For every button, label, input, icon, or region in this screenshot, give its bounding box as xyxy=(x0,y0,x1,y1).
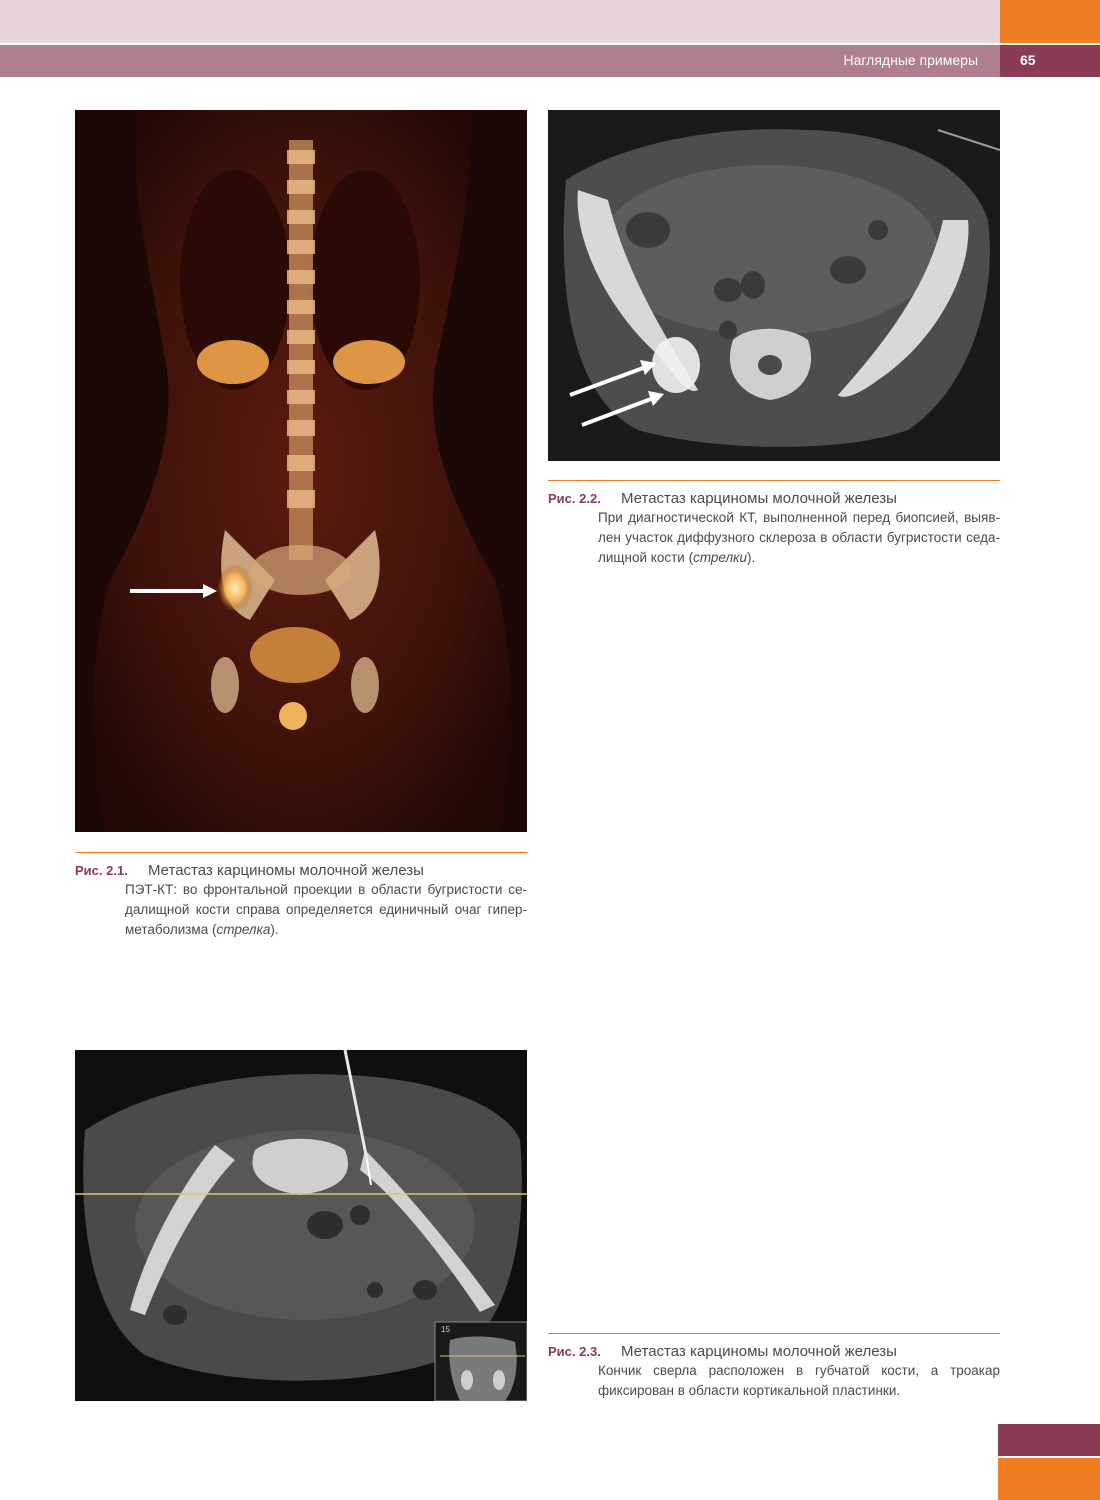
figure-label: Рис. 2.1. xyxy=(75,863,128,878)
running-title: Наглядные примеры xyxy=(843,52,978,68)
figure-title: Метастаз карциномы молочной железы xyxy=(148,862,424,879)
figure-title: Метастаз карциномы молочной железы xyxy=(621,1343,897,1360)
figure-2-1-image xyxy=(75,110,527,832)
header-top-band xyxy=(0,0,1000,43)
figure-2-3-caption xyxy=(548,1333,1000,1401)
footer-plum-band xyxy=(998,1424,1100,1456)
figure-2-3-image xyxy=(75,1050,527,1401)
figure-description: Кончик сверла расположен в губчатой кости, а троакар фиксирован в области кортикальной пластинки. xyxy=(598,1363,1000,1398)
figure-2-2-image xyxy=(548,110,1000,461)
page-number: 65 xyxy=(1020,52,1036,68)
figure-label: Рис. 2.2. xyxy=(548,491,601,506)
figure-label: Рис. 2.3. xyxy=(548,1344,601,1359)
figure-description: ПЭТ-КТ: во фронтальной проекции в области бугристости седалищной кости справа определяется единичный очаг гиперметаболизма (стрелка). xyxy=(125,882,527,937)
figure-2-2-caption xyxy=(548,480,1000,568)
page-number-box xyxy=(1000,45,1100,77)
figure-2-1-caption xyxy=(75,852,527,940)
inset-label: 15 xyxy=(441,1325,450,1334)
figure-description: При диагностической КТ, выполненной перед биопсией, выявлен участок диффузного склероза в области бугристости седалищной кости (стрелки). xyxy=(598,510,1000,565)
figure-title: Метастаз карциномы молочной железы xyxy=(621,490,897,507)
header-corner-block xyxy=(1000,0,1100,43)
footer-orange-band xyxy=(998,1458,1100,1500)
